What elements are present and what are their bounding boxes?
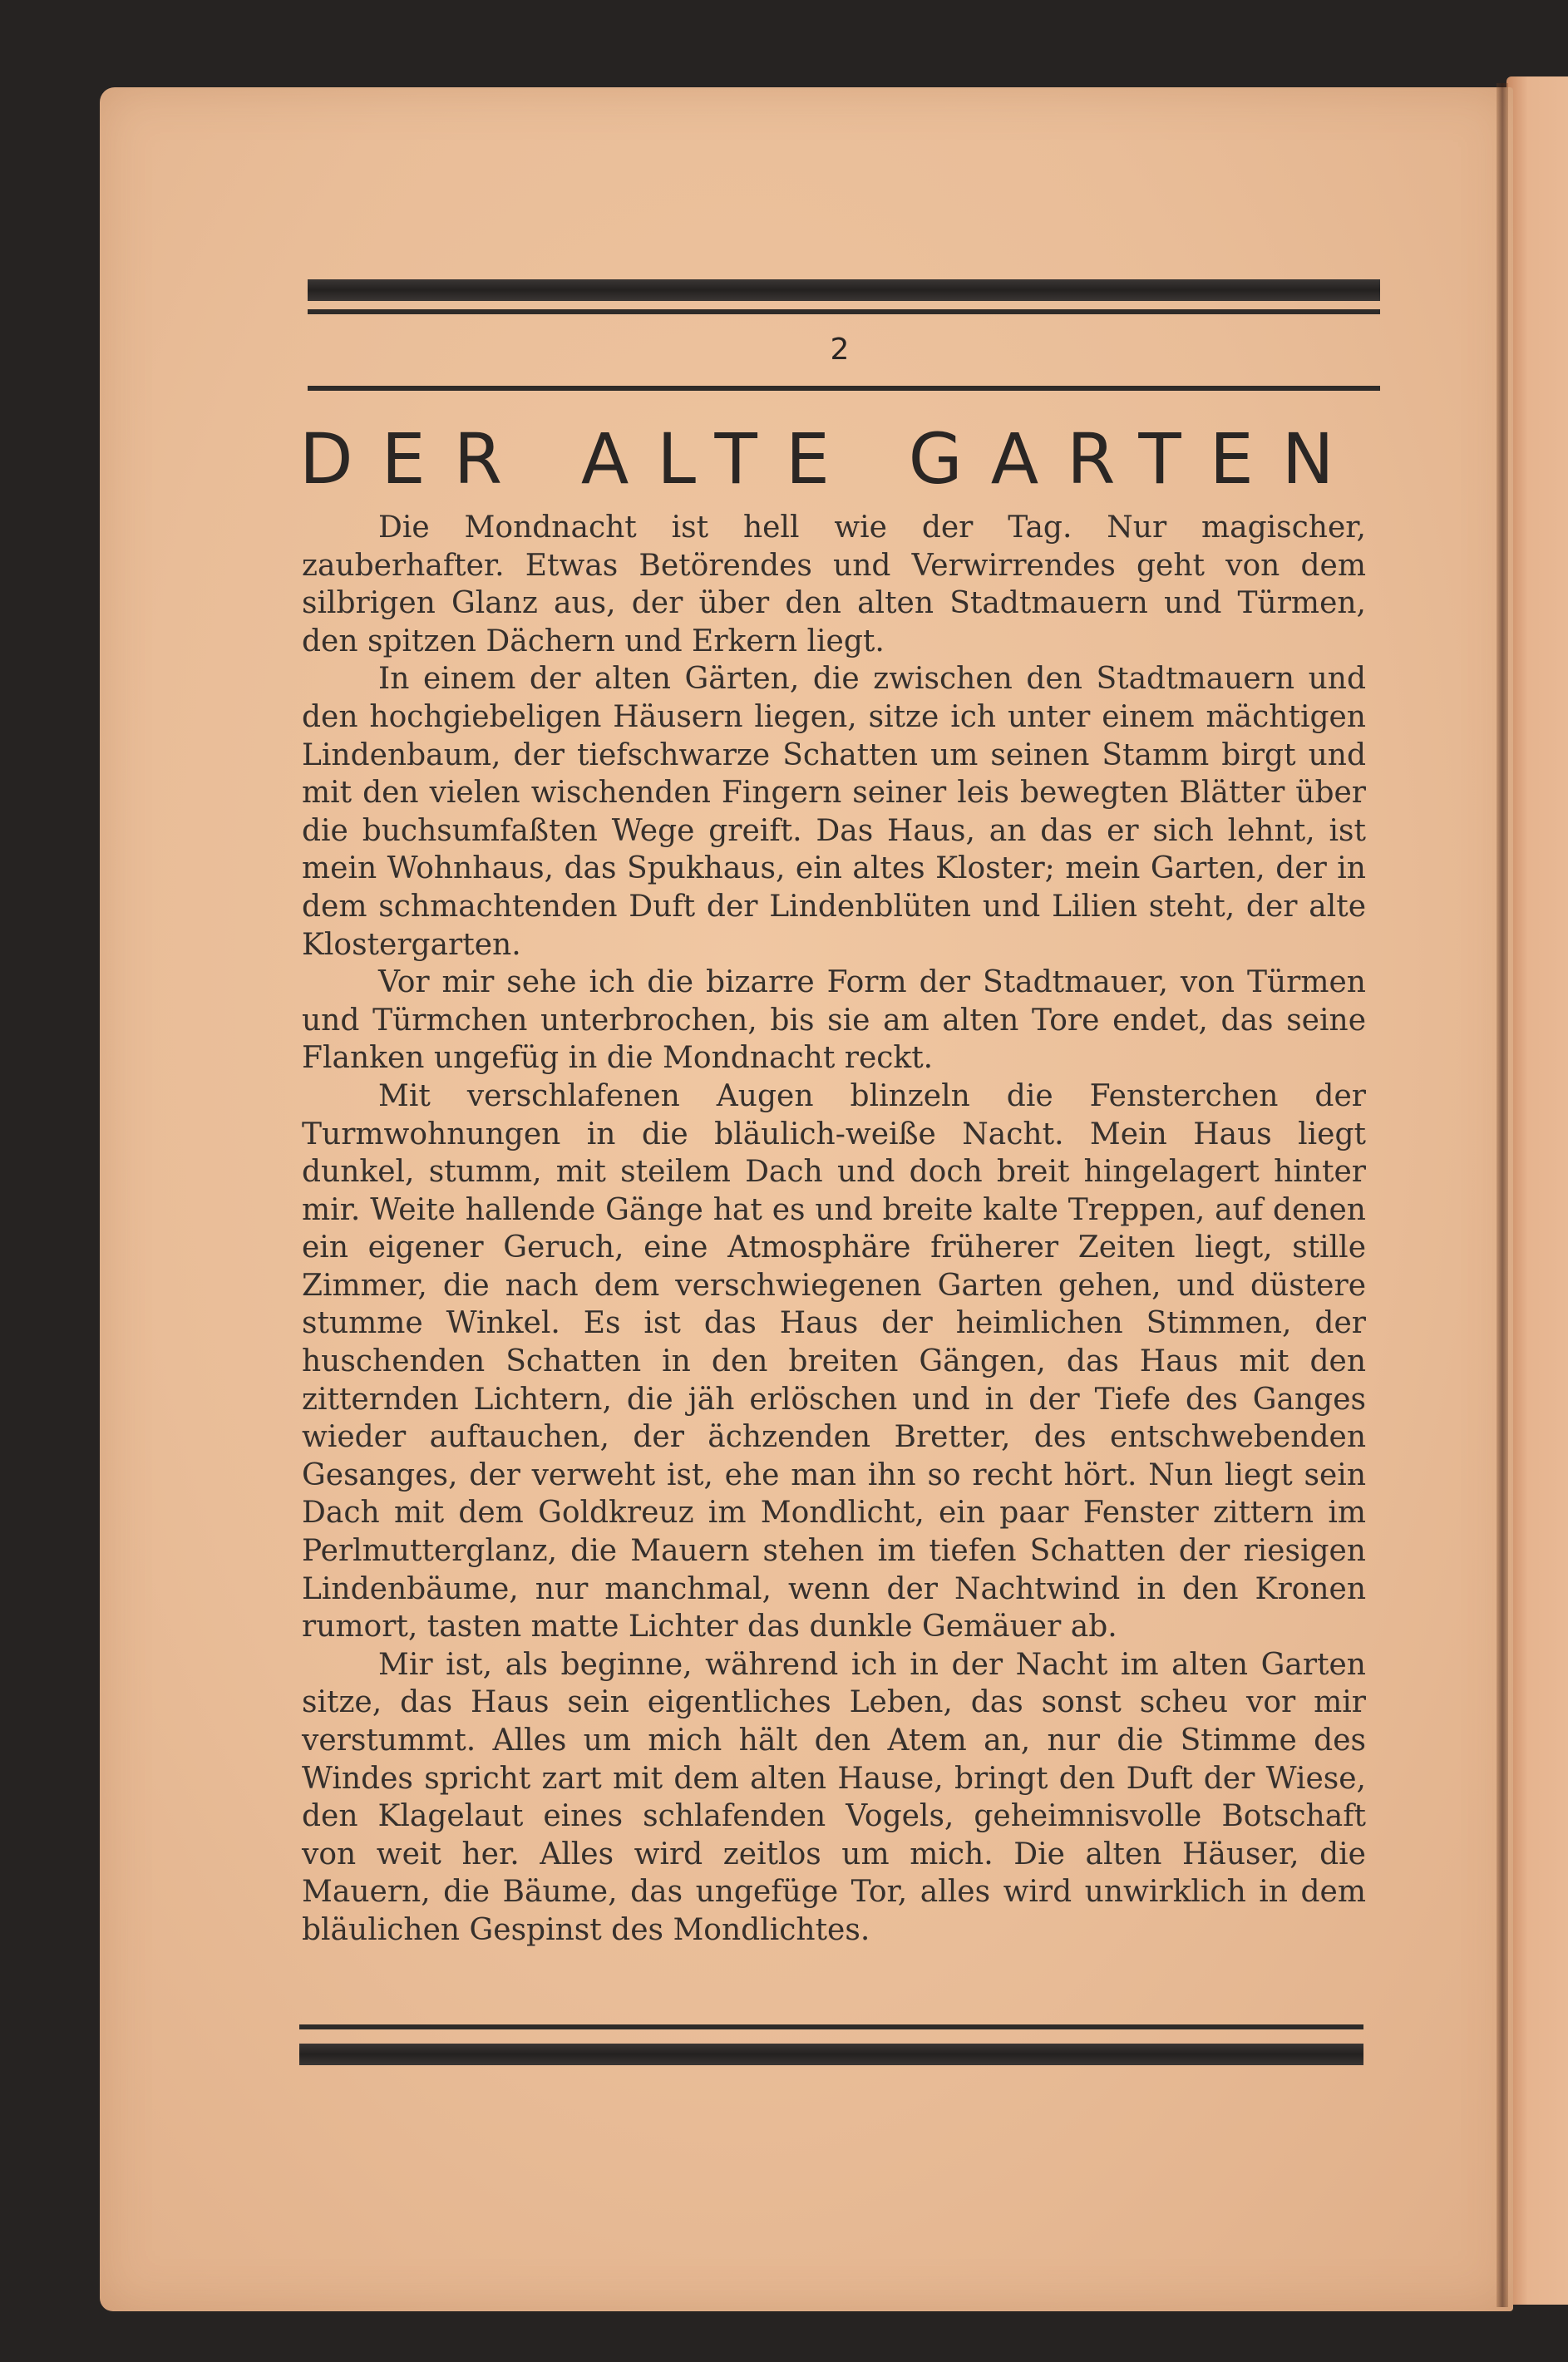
adjacent-page-edge xyxy=(1506,76,1568,2305)
footer-rule-thick xyxy=(299,2044,1363,2065)
page-number: 2 xyxy=(830,333,850,367)
paragraph: Mit verschlafenen Augen blinzeln die Fensterchen der Turmwohnungen in die bläulich-weiße Nacht. Mein Haus liegt dunkel, stumm, mit steilem Dach und doch breit hingelagert hinter mir. Weite hallende Gänge hat es und breite kalte Treppen, auf denen ein eigener Geruch, eine Atmosphäre früherer Zeiten liegt, stille Zimmer, die nach dem verschwiegenen Garten gehen, und düstere stumme Winkel. Es ist das Haus der heimlichen Stimmen, der huschenden Schatten in den breiten Gängen, das Haus mit den zitternden Lichtern, die jäh erlöschen und in der Tiefe des Ganges wieder auftauchen, der ächzenden Bretter, des entschwebenden Gesanges, der verweht ist, ehe man ihn so recht hört. Nun liegt sein Dach mit dem Goldkreuz im Mondlicht, ein paar Fenster zittern im Perlmutterglanz, die Mauern stehen im tiefen Schatten der riesigen Lindenbäume, nur manchmal, wenn der Nachtwind in den Kronen rumort, tasten matte Lichter das dunkle Gemäuer ab. xyxy=(302,1078,1366,1645)
page-gutter xyxy=(1497,83,1508,2307)
page-title: DER ALTE GARTEN xyxy=(299,418,1363,500)
paragraph: In einem der alten Gärten, die zwischen den Stadtmauern und den hochgiebeligen Häusern liegen, sitze ich unter einem mächtigen Lindenbaum, der tiefschwarze Schatten um seinen Stamm birgt und mit den vielen wischenden Fingern seiner leis bewegten Blätter über die buchsumfaßten Wege greift. Das Haus, an das er sich lehnt, ist mein Wohnhaus, das Spukhaus, ein altes Kloster; mein Garten, der in dem schmachtenden Duft der Lindenblüten und Lilien steht, der alte Klostergarten. xyxy=(302,662,1366,962)
paragraph: Vor mir sehe ich die bizarre Form der Stadtmauer, von Türmen und Türmchen unterbrochen, bis sie am alten Tore endet, das seine Flanken ungefüg in die Mondnacht reckt. xyxy=(302,965,1366,1076)
header-rule-thin-top xyxy=(308,309,1380,314)
paragraph: Mir ist, als beginne, während ich in der Nacht im alten Garten sitze, das Haus sein eigentliches Leben, das sonst scheu vor mir verstummt. Alles um mich hält den Atem an, nur die Stimme des Windes spricht zart mit dem alten Hause, bringt den Duft der Wiese, den Klagelaut eines schlafenden Vogels, geheimnisvolle Botschaft von weit her. Alles wird zeitlos um mich. Die alten Häuser, die Mauern, die Bäume, das ungefüge Tor, alles wird unwirklich in dem bläulichen Gespinst des Mondlichtes. xyxy=(302,1647,1366,1947)
header-rule-thick xyxy=(308,279,1380,301)
body-text xyxy=(302,509,1366,1950)
header-rule-thin-bottom xyxy=(308,386,1380,391)
paragraph: Die Mondnacht ist hell wie der Tag. Nur magischer, zauberhafter. Etwas Betörendes und Verwirrendes geht von dem silbrigen Glanz aus, der über den alten Stadtmauern und Türmen, den spitzen Dächern und Erkern liegt. xyxy=(302,510,1366,658)
footer-rule-thin xyxy=(299,2024,1363,2029)
